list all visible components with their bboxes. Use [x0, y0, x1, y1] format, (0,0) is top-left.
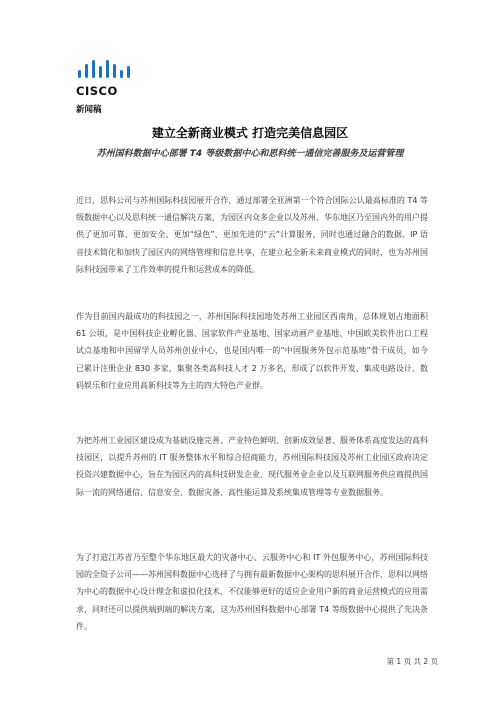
press-release-label: 新闻稿: [76, 105, 102, 115]
page-title: 建立全新商业模式 打造完美信息园区: [151, 126, 349, 140]
page-subtitle: 苏州国科数据中心部署 T4 等级数据中心和思科统一通信完善服务及运营管理: [96, 149, 404, 159]
logo-wordmark: CISCO: [76, 84, 118, 98]
cisco-logo: [76, 58, 136, 98]
body-paragraph-1: 近日，思科公司与苏州国际科技园展开合作，通过部署全亚洲第一个符合国际公认最高标准的 T4 等级数据中心以及思科统一通信解决方案，为园区内众多企业以及苏州、华东地区乃至国内外的用户提供了更加可靠、更加安全、更加“绿色”、更加先进的“云”计算服务，同时也通过融合的数据、IP 语音技术简化和加快了园区内的网络管理和信息共享，在建立起全新未来商业模式的同时，也为苏州国际科技园带来了工作效率的提升和运营成本的降低。: [76, 196, 428, 274]
cisco-bridge-icon: [76, 58, 136, 82]
body-paragraph-2: 作为目前国内最成功的科技园之一，苏州国际科技园地处苏州工业园区西南角，总体规划占地面积 61 公顷，是中国科技企业孵化器、国家软件产业基地、国家动画产业基地、中国欧美软件出口工程试点基地和中国留学人员苏州创业中心，也是国内唯一的“中国服务外包示范基地”骨干成员，如今已累计注册企业 830 多家，集聚各类高科技人才 2 万多名，形成了以软件开发、集成电路设计、数码娱乐和行业应用高新科技等为主的四大特色产业群。: [76, 312, 428, 390]
body-paragraph-3: 为把苏州工业园区建设成为基础设施完善、产业特色鲜明、创新成效显著、服务体系高度发达的高科技园区，以提升苏州的 IT 服务整体水平和综合招商能力，苏州国际科技园及苏州工业园区政府决定投资兴建数据中心，旨在为园区内的高科技研发企业、现代服务业企业以及互联网服务供应商提供国际一流的网络通信、信息安全、数据灾备、高性能运算及系统集成管理等专业数据服务。: [76, 436, 428, 497]
page-number: 第 1 页 共 2 页: [386, 657, 438, 666]
body-paragraph-4: 为了打造江苏省乃至整个华东地区最大的灾备中心、云服务中心和 IT 外包服务中心，苏州国际科技园的全资子公司——苏州国科数据中心选择了与拥有最新数据中心架构的思科展开合作，思科以网络为中心的数据中心设计理念和虚拟化技术，不仅能够更好的适应企业用户新的商业运营模式的应用需求，同时还可以提供端到端的解决方案，这为苏州国科数据中心部署 T4 等级数据中心提供了先决条件。: [76, 553, 428, 631]
